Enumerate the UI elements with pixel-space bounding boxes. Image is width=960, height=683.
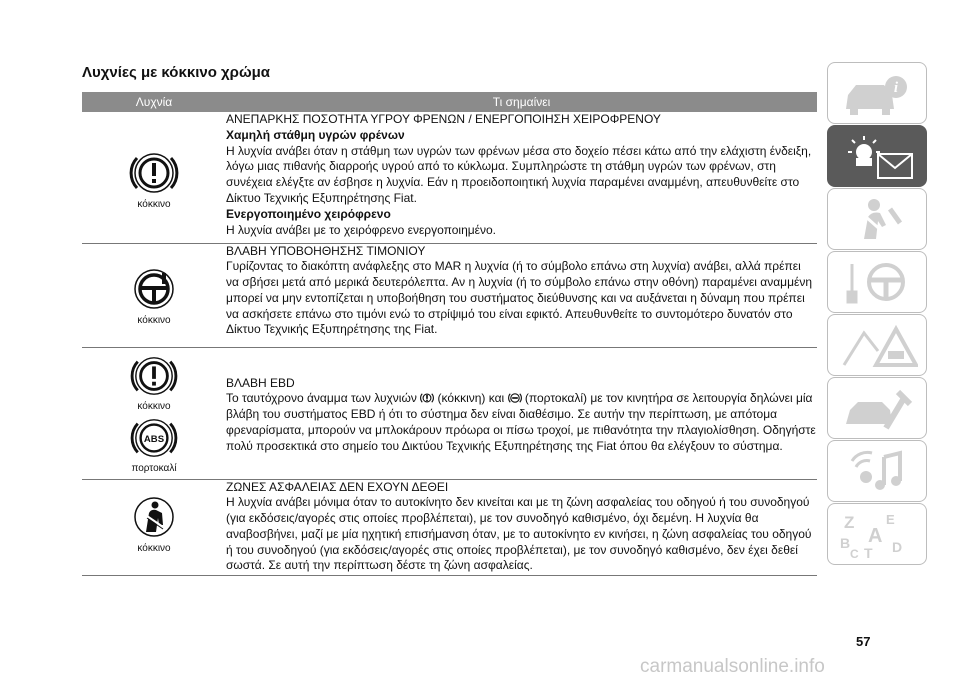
warning-lamp-message-icon	[838, 132, 918, 182]
brake-warning-icon	[129, 150, 179, 196]
meaning-cell	[226, 479, 817, 575]
row-subheading: Ενεργοποιημένο χειρόφρενο	[226, 206, 391, 221]
table-row	[82, 243, 817, 347]
row-heading: ΑΝΕΠΑΡΚΗΣ ΠΟΣΟΤΗΤΑ ΥΓΡΟΥ ΦΡΕΝΩΝ / ΕΝΕΡΓΟΠΟΙΗΣΗ ΧΕΙΡΟΦΡΕΝΟΥ	[226, 112, 661, 126]
car-info-icon	[838, 69, 918, 119]
lamp-color-label: κόκκινο	[137, 400, 171, 412]
tab-starting-driving[interactable]	[827, 251, 927, 313]
lamp-cell	[82, 243, 226, 347]
meaning-cell	[226, 112, 817, 243]
index-letter: B	[840, 535, 851, 551]
brake-warning-icon	[420, 391, 434, 405]
watermark: carmanualsonline.info	[640, 656, 825, 677]
row-heading: ΖΩΝΕΣ ΑΣΦΑΛΕΙΑΣ ΔΕΝ ΕΧΟΥΝ ΔΕΘΕΙ	[226, 479, 449, 494]
row-subheading: Χαμηλή στάθμη υγρών φρένων	[226, 127, 405, 142]
row-paragraph: Γυρίζοντας το διακόπτη ανάφλεξης στο MAR η λυχνία (ή το σύμβολο επάνω στη λυχνία) ανάβει, αλλά πρέπει να σβήσει μετά από μερικά δευτερόλεπτα. Αν η λυχνία (ή το σύμβολο επάνω στην οθόνη) παραμένει αναμμένη μπορεί να μην εντοπίζεται η υποβοήθηση του συστήματος διεύθυνσης και να αυξάνεται η δύναμη που πρέπει να ασκήσετε επάνω στο τιμόνι ενώ το στρίψιμό του είναι εφικτό. Απευθυνθείτε το συντομότερο δυνατόν στο Δίκτυο Τεχνικής Εξυπηρέτησης της Fiat.	[226, 259, 813, 337]
row-heading: ΒΛΑΒΗ ΥΠΟΒΟΗΘΗΣΗΣ ΤΙΜΟΝΙΟΥ	[226, 243, 426, 258]
brake-warning-icon	[129, 354, 179, 398]
tab-car-info[interactable]	[827, 62, 927, 124]
index-letter: T	[864, 545, 873, 560]
row-paragraph: Η λυχνία ανάβει όταν η στάθμη των υγρών των φρένων μέσα στο δοχείο πέσει κάτω από την ελάχιστη ένδειξη, λόγω μιας πιθανής διαρροής υγρού από το κύκλωμα. Συμπληρώστε τη στάθμη υγρών των φρένων, στη συνέχεια ελέγξτε αν έσβησε η λυχνία. Εάν η προειδοποιητική λυχνία παραμένει αναμμένη, απευθυνθείτε στο Δίκτυο Τεχνικής Εξυπηρέτησης Fiat.	[226, 143, 812, 205]
index-letter: A	[868, 525, 883, 547]
row-paragraph: Η λυχνία ανάβει μόνιμα όταν το αυτοκίνητο δεν κινείται και με τη ζώνη ασφαλείας του οδηγού ή του συνοδηγού (για εκδόσεις/αγορές στις οποίες προβλέπεται), με τον συνοδηγό καθισμένο, όχι δεμένη. Η λυχνία θα αναβοσβήνει, μαζί με μία ηχητική επισήμανση όταν, με το αυτοκίνητο εν κινήσει, η ζώνη ασφαλείας του οδηγού ή του συνοδηγού (για εκδόσεις/αγορές στις οποίες προβλέπεται), με τον συνοδηγό καθισμένο, δεν έχει δεθεί σωστά. Σε αυτή την περίπτωση δέστε τη ζώνη ασφαλείας.	[226, 495, 812, 573]
meaning-cell	[226, 347, 817, 479]
tab-multimedia[interactable]	[827, 440, 927, 502]
table-row	[82, 112, 817, 243]
index-letter: E	[886, 512, 895, 527]
maintenance-icon	[838, 384, 918, 434]
paragraph-part: (κόκκινη) και	[437, 391, 505, 406]
tab-warning-lamps[interactable]	[827, 125, 927, 187]
power-steering-icon	[129, 266, 179, 312]
warning-lamps-table	[82, 92, 817, 576]
lamp-color-label: κόκκινο	[137, 314, 171, 326]
tab-emergency[interactable]	[827, 314, 927, 376]
abs-icon	[508, 391, 522, 405]
page-title: Λυχνίες με κόκκινο χρώμα	[82, 64, 271, 81]
index-icon	[838, 510, 918, 560]
lamp-color-label: κόκκινο	[137, 199, 171, 210]
meaning-cell	[226, 243, 817, 347]
emergency-icon	[838, 321, 918, 371]
tab-index[interactable]	[827, 503, 927, 565]
lamp-cell	[82, 347, 226, 479]
page-number: 57	[856, 634, 871, 649]
table-header-row	[82, 92, 817, 112]
tab-safety[interactable]	[827, 188, 927, 250]
paragraph-part: Το ταυτόχρονο άναμμα των λυχνιών	[226, 391, 417, 406]
row-heading: ΒΛΑΒΗ EBD	[226, 375, 295, 390]
row-paragraph: Η λυχνία ανάβει με το χειρόφρενο ενεργοποιημένο.	[226, 222, 497, 237]
lamp-cell	[82, 112, 226, 243]
abs-icon	[129, 416, 179, 460]
header-lamp: Λυχνία	[82, 92, 226, 112]
multimedia-icon	[838, 447, 918, 497]
row-paragraph	[226, 391, 817, 454]
paragraph-part: (πορτοκαλί) με τον κινητήρα σε λειτουργία δηλώνει μία βλάβη του συστήματος EBD ή ότι το σύστημα δεν είναι διαθέσιμο. Σε αυτήν την περίπτωση, με απότομα φρεναρίσματα, μπορούν να μπλοκάρουν πρόωρα οι πίσω τροχοί, με πιθανότητα την πλαγιολίσθηση. Οδηγήστε πολύ προσεκτικά στο σημείο του Δικτύου Τεχνικής Εξυπηρέτησης της Fiat όπου θα ελέγξουν το σύστημα.	[226, 391, 816, 453]
lamp-color-label: πορτοκαλί	[131, 462, 177, 474]
index-letter: C	[850, 547, 859, 560]
starting-driving-icon	[838, 258, 918, 308]
safety-seat-airbag-icon	[838, 195, 918, 245]
table-row	[82, 347, 817, 479]
index-letter: D	[892, 539, 903, 555]
table-row	[82, 479, 817, 575]
lamp-cell	[82, 479, 226, 575]
svg-text:ABS: ABS	[143, 433, 165, 445]
header-meaning: Τι σημαίνει	[226, 92, 817, 112]
svg-text:i: i	[893, 80, 899, 96]
lamp-color-label: κόκκινο	[137, 542, 171, 554]
seatbelt-icon	[129, 494, 179, 540]
index-letter: Z	[844, 513, 855, 532]
tab-maintenance[interactable]	[827, 377, 927, 439]
